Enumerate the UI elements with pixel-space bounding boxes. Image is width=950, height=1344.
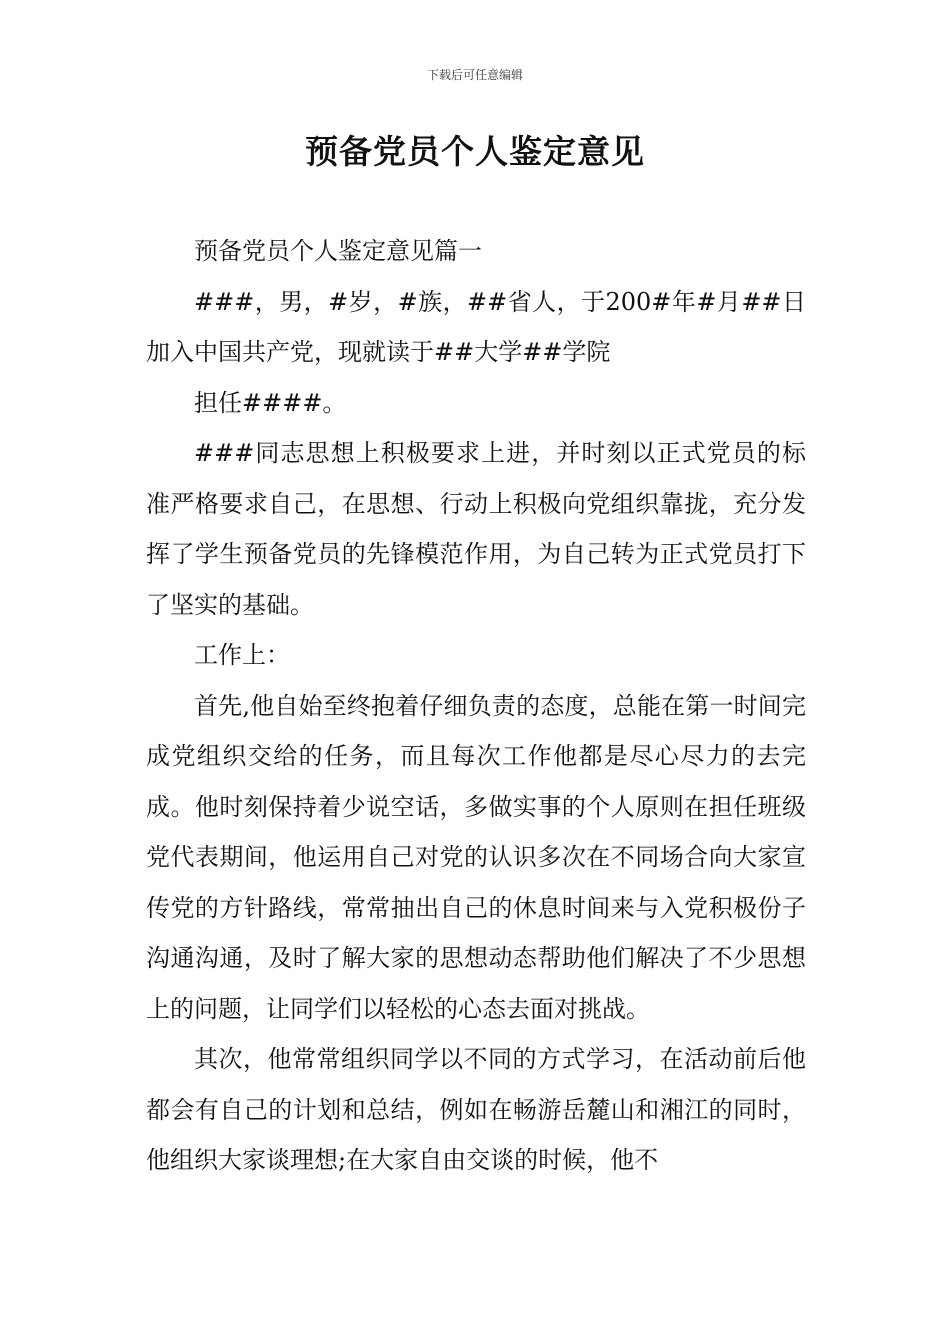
paragraph-position: 担任####。 bbox=[194, 388, 347, 417]
header-note: 下载后可任意编辑 bbox=[426, 68, 523, 82]
paragraph-personal-info: ###，男，#岁，#族，##省人，于200#年#月##日加入中国共产党，现就读于##大学##学院 bbox=[146, 287, 806, 366]
document-body bbox=[146, 226, 806, 1186]
paragraph-work-heading: 工作上： bbox=[194, 641, 290, 669]
paragraph-ideology: ###同志思想上积极要求上进，并时刻以正式党员的标准严格要求自己，在思想、行动上积极向党组织靠拢，充分发挥了学生预备党员的先锋模范作用，为自己转为正式党员打下了坚实的基础。 bbox=[146, 439, 806, 619]
paragraph-work-second: 其次，他常常组织同学以不同的方式学习，在活动前后他都会有自己的计划和总结，例如在畅游岳麓山和湘江的同时，他组织大家谈理想;在大家自由交谈的时候，他不 bbox=[146, 1045, 806, 1174]
paragraph-work-first: 首先,他自始至终抱着仔细负责的态度，总能在第一时间完成党组织交给的任务，而且每次工作他都是尽心尽力的去完成。他时刻保持着少说空话，多做实事的个人原则在担任班级党代表期间，他运用自己对党的认识多次在不同场合向大家宣传党的方针路线，常常抽出自己的休息时间来与入党积极份子沟通沟通，及时了解大家的思想动态帮助他们解决了不少思想上的问题，让同学们以轻松的心态去面对挑战。 bbox=[146, 691, 806, 1023]
document-title: 预备党员个人鉴定意见 bbox=[305, 132, 645, 171]
paragraph-section-heading: 预备党员个人鉴定意见篇一 bbox=[194, 237, 482, 265]
